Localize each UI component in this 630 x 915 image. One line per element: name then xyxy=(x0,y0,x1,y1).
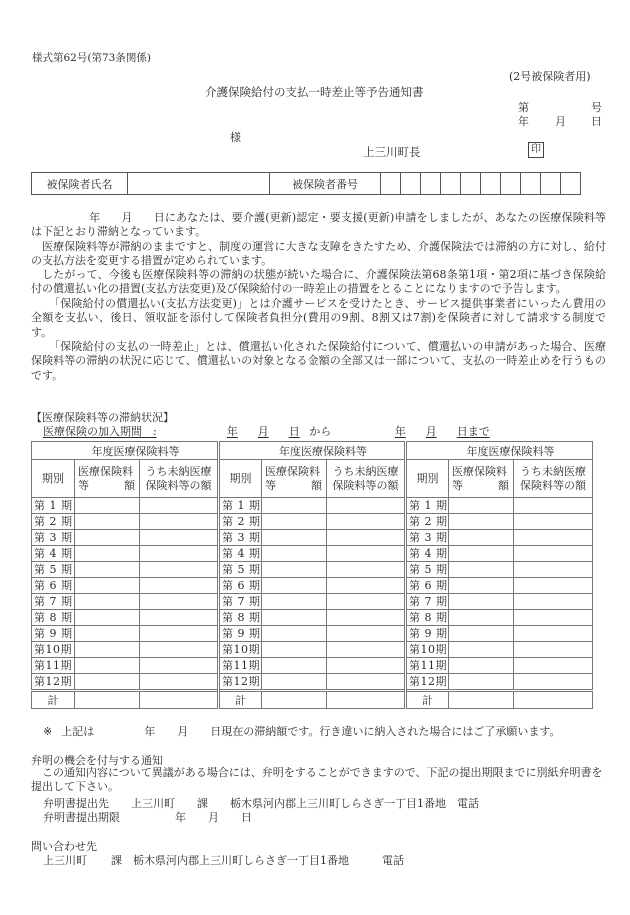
unpaid-amount-cell[interactable] xyxy=(327,610,406,626)
number-prefix: 第 xyxy=(518,101,529,114)
total-label: 計 xyxy=(219,691,262,709)
amount-cell[interactable] xyxy=(75,642,140,658)
period-label: 第 4 期 xyxy=(406,546,449,562)
paragraph-reimbursement-definition: 「保険給付の償還払い(支払方法変更)」とは介護サービスを受けたとき、サービス提供事業者にいったん費用の全額を支払い、後日、領収証を添付して保険者負担分(費用の9割、8割又は7割)を保険者に対して請求する制度です。 xyxy=(31,297,606,339)
unpaid-amount-column-header: うち未納医療 保険料等の額 xyxy=(327,460,406,498)
period-label: 第 1 期 xyxy=(219,498,262,514)
explanation-notice-heading: 弁明の機会を付与する通知 xyxy=(31,754,163,767)
period-row xyxy=(32,562,593,578)
period-label: 第11期 xyxy=(219,658,262,674)
amount-cell[interactable] xyxy=(75,610,140,626)
unpaid-amount-cell[interactable] xyxy=(514,546,593,562)
period-label: 第 3 期 xyxy=(406,530,449,546)
explanation-notice-body: この通知内容について異議がある場合には、弁明をすることができますので、下記の提出期限までに別紙弁明書を提出して下さい。 xyxy=(31,766,603,794)
unpaid-amount-cell[interactable] xyxy=(327,546,406,562)
amount-cell[interactable] xyxy=(262,674,327,691)
contact-heading: 問い合わせ先 xyxy=(31,840,97,853)
arrears-table xyxy=(31,441,593,709)
amount-cell[interactable] xyxy=(262,530,327,546)
from-year: 年 xyxy=(226,425,238,438)
period-label: 第 4 期 xyxy=(32,546,75,562)
insured-number-digit[interactable] xyxy=(381,173,401,195)
unpaid-amount-cell[interactable] xyxy=(140,578,219,594)
amount-cell[interactable] xyxy=(449,546,514,562)
coverage-to[interactable] xyxy=(349,425,490,438)
period-row xyxy=(32,674,593,691)
insured-number-digit[interactable] xyxy=(421,173,441,195)
amount-cell[interactable] xyxy=(75,530,140,546)
unpaid-amount-cell[interactable] xyxy=(327,498,406,514)
note-year: 年 xyxy=(144,725,156,738)
to-month: 月 xyxy=(425,425,437,438)
amount-cell[interactable] xyxy=(262,658,327,674)
amount-cell[interactable] xyxy=(262,546,327,562)
amount-cell[interactable] xyxy=(449,658,514,674)
unpaid-amount-cell[interactable] xyxy=(514,642,593,658)
addressee-suffix: 様 xyxy=(230,131,241,144)
unpaid-amount-cell[interactable] xyxy=(514,658,593,674)
unpaid-amount-cell[interactable] xyxy=(514,530,593,546)
period-label: 第 6 期 xyxy=(406,578,449,594)
period-row xyxy=(32,642,593,658)
fiscal-year-group-header: 年度医療保険料等 xyxy=(32,442,219,460)
period-column-header: 期別 xyxy=(406,460,449,498)
total-amount-cell[interactable] xyxy=(75,691,140,709)
total-label: 計 xyxy=(406,691,449,709)
paragraph-advance-notice: したがって、今後も医療保険料等の滞納の状態が続いた場合に、介護保険法第68条第1項・第2項に基づき保険給付の償還払い化の措置(支払方法変更)及び保険給付の一時差止の措置をとることになりますので予告します。 xyxy=(31,268,606,296)
period-label: 第 2 期 xyxy=(406,514,449,530)
period-label: 第10期 xyxy=(406,642,449,658)
insured-number-digit[interactable] xyxy=(561,173,581,195)
unpaid-amount-cell[interactable] xyxy=(514,562,593,578)
insured-number-digit[interactable] xyxy=(401,173,421,195)
unpaid-amount-cell[interactable] xyxy=(514,594,593,610)
unpaid-amount-cell[interactable] xyxy=(514,674,593,691)
insured-number-digit[interactable] xyxy=(521,173,541,195)
total-row xyxy=(32,691,593,709)
amount-cell[interactable] xyxy=(449,594,514,610)
amount-cell[interactable] xyxy=(262,610,327,626)
paragraph-application-date xyxy=(31,211,606,240)
period-label: 第 2 期 xyxy=(32,514,75,530)
period-label: 第 4 期 xyxy=(219,546,262,562)
insured-name-label: 被保険者氏名 xyxy=(32,173,128,195)
amount-cell[interactable] xyxy=(75,546,140,562)
issuer-name: 上三川町長 xyxy=(363,145,421,159)
period-label: 第 7 期 xyxy=(32,594,75,610)
period-label: 第 5 期 xyxy=(219,562,262,578)
coverage-from[interactable] xyxy=(43,425,300,438)
amount-cell[interactable] xyxy=(262,498,327,514)
period-column-header: 期別 xyxy=(32,460,75,498)
unpaid-amount-cell[interactable] xyxy=(140,642,219,658)
arrears-status-heading: 【医療保険料等の滞納状況】 xyxy=(31,411,174,424)
period-label: 第 9 期 xyxy=(406,626,449,642)
period-label: 第 7 期 xyxy=(406,594,449,610)
period-label: 第11期 xyxy=(32,658,75,674)
period-label: 第12期 xyxy=(219,674,262,691)
period-label: 第 8 期 xyxy=(219,610,262,626)
amount-cell[interactable] xyxy=(449,530,514,546)
from-month: 月 xyxy=(257,425,269,438)
amount-cell[interactable] xyxy=(75,626,140,642)
contact-details: 上三川町 課 栃木県河内郡上三川町しらさぎ一丁目1番地 電話 xyxy=(43,854,404,867)
arrears-note: ※ 上記は 年 月 日現在の滞納額です。行き違いに納入された場合にはご了承願います。 xyxy=(43,725,561,738)
amount-cell[interactable] xyxy=(449,610,514,626)
paragraph-system-impact: 医療保険料等が滞納のままですと、制度の運営に大きな支障をきたすため、介護保険法では滞納の方に対し、給付の支払方法を変更する措置が定められています。 xyxy=(31,240,606,268)
period-label: 第 7 期 xyxy=(219,594,262,610)
to-year: 年 xyxy=(394,425,406,438)
period-label: 第 6 期 xyxy=(32,578,75,594)
amount-cell[interactable] xyxy=(449,642,514,658)
amount-cell[interactable] xyxy=(449,562,514,578)
number-suffix: 号 xyxy=(591,101,602,114)
unpaid-amount-cell[interactable] xyxy=(140,594,219,610)
amount-cell[interactable] xyxy=(75,498,140,514)
issue-date-month: 月 xyxy=(555,115,566,128)
amount-cell[interactable] xyxy=(75,578,140,594)
period-row xyxy=(32,546,593,562)
period-label: 第 2 期 xyxy=(219,514,262,530)
total-label: 計 xyxy=(32,691,75,709)
total-amount-cell[interactable] xyxy=(262,691,327,709)
to-day: 日まで xyxy=(456,425,490,438)
issue-date-year: 年 xyxy=(518,115,529,128)
period-column-header: 期別 xyxy=(219,460,262,498)
unpaid-amount-cell[interactable] xyxy=(327,658,406,674)
issue-date-day: 日 xyxy=(591,115,602,128)
period-label: 第 1 期 xyxy=(32,498,75,514)
total-unpaid-cell[interactable] xyxy=(514,691,593,709)
amount-cell[interactable] xyxy=(262,594,327,610)
unpaid-amount-cell[interactable] xyxy=(140,626,219,642)
unpaid-amount-cell[interactable] xyxy=(327,514,406,530)
application-year: 年 xyxy=(89,211,101,224)
unpaid-amount-column-header: うち未納医療 保険料等の額 xyxy=(140,460,219,498)
note-mark: ※ xyxy=(43,725,53,738)
seal-stamp-icon: 印 xyxy=(528,142,544,158)
unpaid-amount-cell[interactable] xyxy=(140,562,219,578)
amount-cell[interactable] xyxy=(449,498,514,514)
amount-cell[interactable] xyxy=(262,562,327,578)
paragraph-text: 日にあなたは、要介護(更新)認定・要支援(更新)申請をしましたが、あなたの医療保険料等は下記とおり滞納となっています。 xyxy=(31,211,607,239)
unpaid-amount-cell[interactable] xyxy=(514,578,593,594)
amount-cell[interactable] xyxy=(75,514,140,530)
insured-number-digit[interactable] xyxy=(461,173,481,195)
unpaid-amount-cell[interactable] xyxy=(140,674,219,691)
period-row xyxy=(32,594,593,610)
period-label: 第 3 期 xyxy=(219,530,262,546)
period-label: 第 9 期 xyxy=(219,626,262,642)
unpaid-amount-column-header: うち未納医療 保険料等の額 xyxy=(514,460,593,498)
note-month: 月 xyxy=(177,725,189,738)
amount-cell[interactable] xyxy=(75,658,140,674)
unpaid-amount-cell[interactable] xyxy=(327,530,406,546)
insured-info-table xyxy=(31,172,581,195)
period-label: 第11期 xyxy=(406,658,449,674)
unpaid-amount-cell[interactable] xyxy=(140,546,219,562)
explanation-submission-destination: 弁明書提出先 上三川町 課 栃木県河内郡上三川町しらさぎ一丁目1番地 電話 xyxy=(43,797,479,810)
insured-number-digit[interactable] xyxy=(501,173,521,195)
period-label: 第 3 期 xyxy=(32,530,75,546)
period-label: 第 8 期 xyxy=(32,610,75,626)
total-amount-cell[interactable] xyxy=(449,691,514,709)
unpaid-amount-cell[interactable] xyxy=(140,658,219,674)
period-row xyxy=(32,498,593,514)
amount-cell[interactable] xyxy=(75,562,140,578)
from-word: から xyxy=(309,425,332,438)
fiscal-year-group-header: 年度医療保険料等 xyxy=(219,442,406,460)
fiscal-year-group-header: 年度医療保険料等 xyxy=(406,442,593,460)
period-label: 第 9 期 xyxy=(32,626,75,642)
insured-name-field[interactable] xyxy=(128,173,270,195)
explanation-submission-deadline: 弁明書提出期限 年 月 日 xyxy=(43,811,252,824)
period-label: 第 1 期 xyxy=(406,498,449,514)
period-row xyxy=(32,626,593,642)
period-row xyxy=(32,658,593,674)
period-label: 第 5 期 xyxy=(32,562,75,578)
unpaid-amount-cell[interactable] xyxy=(327,674,406,691)
period-label: 第 8 期 xyxy=(406,610,449,626)
amount-column-header: 医療保険料 等 額 xyxy=(262,460,327,498)
unpaid-amount-cell[interactable] xyxy=(514,610,593,626)
unpaid-amount-cell[interactable] xyxy=(327,626,406,642)
period-label: 第 6 期 xyxy=(219,578,262,594)
unpaid-amount-cell[interactable] xyxy=(514,626,593,642)
from-day: 日 xyxy=(288,425,300,438)
period-label: 第 5 期 xyxy=(406,562,449,578)
total-unpaid-cell[interactable] xyxy=(140,691,219,709)
document-title: 介護保険給付の支払一時差止等予告通知書 xyxy=(205,85,424,99)
insured-number-digit[interactable] xyxy=(481,173,501,195)
amount-cell[interactable] xyxy=(449,578,514,594)
unpaid-amount-cell[interactable] xyxy=(514,514,593,530)
amount-cell[interactable] xyxy=(75,594,140,610)
insured-number-digit[interactable] xyxy=(541,173,561,195)
unpaid-amount-cell[interactable] xyxy=(140,514,219,530)
unpaid-amount-cell[interactable] xyxy=(140,610,219,626)
amount-cell[interactable] xyxy=(262,626,327,642)
amount-column-header: 医療保険料 等 額 xyxy=(449,460,514,498)
period-row xyxy=(32,514,593,530)
insured-number-label: 被保険者番号 xyxy=(270,173,381,195)
total-unpaid-cell[interactable] xyxy=(327,691,406,709)
period-row xyxy=(32,610,593,626)
amount-cell[interactable] xyxy=(262,642,327,658)
coverage-period-label: 医療保険の加入期間 : xyxy=(43,425,157,438)
unpaid-amount-cell[interactable] xyxy=(140,498,219,514)
period-row xyxy=(32,530,593,546)
amount-cell[interactable] xyxy=(449,514,514,530)
unpaid-amount-cell[interactable] xyxy=(327,594,406,610)
period-label: 第12期 xyxy=(32,674,75,691)
recipient-type: (2号被保険者用) xyxy=(509,70,591,83)
period-row xyxy=(32,578,593,594)
amount-column-header: 医療保険料 等 額 xyxy=(75,460,140,498)
amount-cell[interactable] xyxy=(75,674,140,691)
period-label: 第12期 xyxy=(406,674,449,691)
unpaid-amount-cell[interactable] xyxy=(327,562,406,578)
period-label: 第10期 xyxy=(32,642,75,658)
unpaid-amount-cell[interactable] xyxy=(327,642,406,658)
form-number: 様式第62号(第73条関係) xyxy=(32,52,151,64)
paragraph-suspension-definition: 「保険給付の支払の一時差止」とは、償還払い化された保険給付について、償還払いの申請があった場合、医療保険料等の滞納の状況に応じて、償還払いの対象となる金額の全部又は一部について、支払の一時差止めを行うものです。 xyxy=(31,340,606,382)
unpaid-amount-cell[interactable] xyxy=(514,498,593,514)
amount-cell[interactable] xyxy=(449,674,514,691)
amount-cell[interactable] xyxy=(262,578,327,594)
unpaid-amount-cell[interactable] xyxy=(327,578,406,594)
unpaid-amount-cell[interactable] xyxy=(140,530,219,546)
coverage-period xyxy=(43,423,490,439)
insured-number-digit[interactable] xyxy=(441,173,461,195)
amount-cell[interactable] xyxy=(262,514,327,530)
period-label: 第10期 xyxy=(219,642,262,658)
application-month: 月 xyxy=(121,211,133,224)
amount-cell[interactable] xyxy=(449,626,514,642)
